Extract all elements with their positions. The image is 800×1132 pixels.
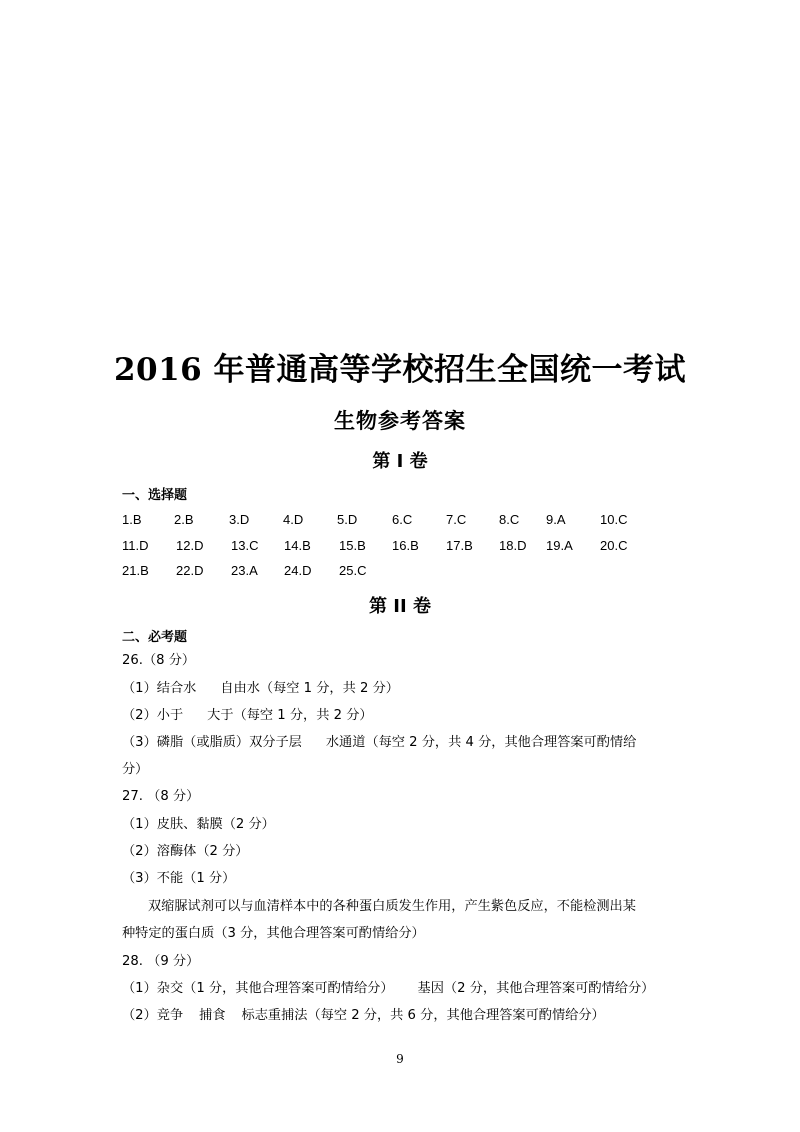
answer-cell: 5.D [337, 512, 358, 527]
question-26-part-3-cont: 分） [122, 762, 149, 777]
volume-heading-2: 第 II 卷 [369, 596, 431, 617]
page-number: 9 [396, 1052, 404, 1066]
answer-cell: 9.A [546, 512, 566, 527]
answer-cell: 7.C [446, 512, 467, 527]
question-28-part-1 [122, 979, 654, 999]
question-26-part-2 [122, 706, 373, 726]
answer-text: （2）小于 [122, 708, 184, 723]
answer-cell: 21.B [122, 563, 149, 578]
answer-row [0, 538, 800, 558]
answer-cell: 14.B [284, 538, 311, 553]
answer-cell: 18.D [499, 538, 527, 553]
question-28-heading: 28. （9 分） [122, 954, 200, 969]
question-27-explanation: 双缩脲试剂可以与血清样本中的各种蛋白质发生作用，产生紫色反应，不能检测出某 [148, 899, 636, 914]
answer-text: 水通道（每空 2 分，共 4 分，其他合理答案可酌情给 [325, 735, 637, 750]
answer-cell: 15.B [339, 538, 366, 553]
question-27-heading: 27. （8 分） [122, 789, 200, 804]
answer-cell: 20.C [600, 538, 628, 553]
answer-row [0, 512, 800, 532]
answer-cell: 12.D [176, 538, 204, 553]
question-26-heading: 26.（8 分） [122, 653, 196, 668]
answer-cell: 4.D [283, 512, 304, 527]
page-subtitle: 生物参考答案 [334, 409, 466, 433]
answer-text: 大于（每空 1 分，共 2 分） [207, 708, 373, 723]
answer-cell: 8.C [499, 512, 520, 527]
answer-cell: 1.B [122, 512, 142, 527]
answer-cell: 23.A [231, 563, 258, 578]
answer-text: （3）磷脂（或脂质）双分子层 [122, 735, 302, 750]
section-heading-choice: 一、选择题 [122, 488, 188, 503]
answer-text: （1）杂交（1 分，其他合理答案可酌情给分） [122, 981, 394, 996]
answer-text: 捕食 [199, 1008, 226, 1023]
answer-cell: 19.A [546, 538, 573, 553]
answer-cell: 16.B [392, 538, 419, 553]
answer-text: 基因（2 分，其他合理答案可酌情给分） [417, 981, 655, 996]
question-27-explanation-cont: 种特定的蛋白质（3 分，其他合理答案可酌情给分） [122, 926, 425, 941]
answer-text: 自由水（每空 1 分，共 2 分） [220, 681, 399, 696]
page-title: 2016 年普通高等学校招生全国统一考试 [113, 352, 687, 388]
answer-text: 标志重捕法（每空 2 分，共 6 分，其他合理答案可酌情给分） [241, 1008, 605, 1023]
answer-cell: 6.C [392, 512, 413, 527]
answer-cell: 10.C [600, 512, 628, 527]
question-27-part-3: （3）不能（1 分） [122, 871, 236, 886]
answer-text: （1）结合水 [122, 681, 197, 696]
answer-cell: 13.C [231, 538, 259, 553]
question-26-part-1 [122, 679, 399, 699]
question-27-part-1: （1）皮肤、黏膜（2 分） [122, 817, 275, 832]
question-26-part-3 [122, 733, 636, 753]
answer-cell: 22.D [176, 563, 204, 578]
volume-heading-1: 第 I 卷 [372, 451, 428, 472]
answer-row [0, 563, 800, 583]
question-28-part-2 [122, 1006, 605, 1026]
answer-cell: 25.C [339, 563, 367, 578]
answer-cell: 24.D [284, 563, 312, 578]
answer-cell: 17.B [446, 538, 473, 553]
answer-text: （2）竞争 [122, 1008, 184, 1023]
answer-cell: 2.B [174, 512, 194, 527]
section-heading-required: 二、必考题 [122, 630, 188, 645]
question-27-part-2: （2）溶酶体（2 分） [122, 844, 249, 859]
answer-cell: 11.D [122, 538, 149, 553]
answer-cell: 3.D [229, 512, 250, 527]
